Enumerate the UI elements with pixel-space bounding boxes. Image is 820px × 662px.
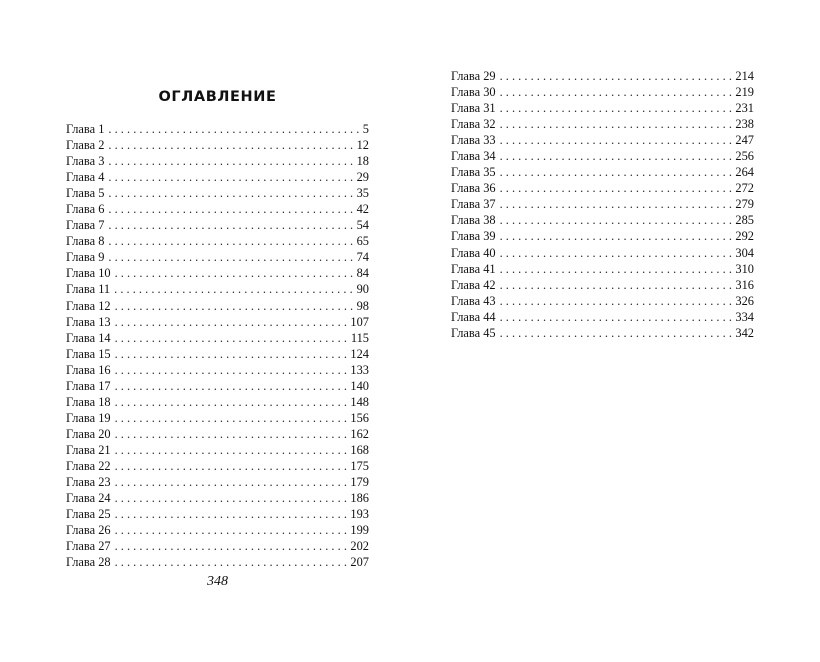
chapter-page-number: 285	[735, 213, 754, 228]
chapter-label: Глава 29	[451, 69, 496, 83]
chapter-label: Глава 1	[66, 122, 105, 136]
toc-entry	[451, 100, 754, 116]
chapter-page-number: 264	[735, 165, 754, 180]
chapter-page-number: 140	[350, 378, 369, 393]
chapter-page-number: 219	[735, 85, 754, 100]
chapter-label: Глава 18	[66, 394, 111, 409]
toc-entry	[451, 180, 754, 196]
toc-entry	[451, 277, 754, 293]
toc-entry	[66, 378, 369, 394]
toc-entry	[66, 490, 369, 506]
dot-leader	[115, 265, 356, 281]
chapter-page-number: 238	[735, 117, 754, 132]
chapter-page-number: 247	[735, 133, 754, 148]
dot-leader	[500, 293, 735, 309]
toc-entry	[451, 196, 754, 212]
dot-leader	[115, 442, 350, 458]
dot-leader	[115, 330, 350, 346]
dot-leader	[500, 164, 735, 180]
toc-title: ОГЛАВЛЕНИЕ	[158, 89, 277, 105]
chapter-page-number: 202	[350, 539, 369, 554]
chapter-label: Глава 43	[451, 293, 496, 308]
toc-list-right	[451, 68, 754, 341]
dot-leader	[115, 298, 356, 314]
chapter-page-number: 115	[350, 330, 369, 345]
dot-leader	[108, 137, 355, 153]
chapter-label: Глава 5	[66, 186, 105, 201]
dot-leader	[500, 84, 735, 100]
chapter-label: Глава 37	[451, 197, 496, 212]
chapter-page-number: 54	[356, 218, 369, 233]
chapter-page-number: 18	[356, 154, 369, 169]
toc-entry	[451, 68, 754, 84]
chapter-page-number: 279	[735, 197, 754, 212]
chapter-label: Глава 21	[66, 442, 111, 457]
chapter-label: Глава 42	[451, 277, 496, 292]
toc-entry	[451, 325, 754, 341]
dot-leader	[108, 217, 355, 233]
dot-leader	[115, 554, 350, 570]
dot-leader	[115, 474, 350, 490]
dot-leader	[500, 132, 735, 148]
chapter-label: Глава 17	[66, 378, 111, 393]
chapter-page-number: 334	[735, 309, 754, 324]
chapter-label: Глава 39	[451, 229, 496, 244]
dot-leader	[500, 277, 735, 293]
chapter-label: Глава 23	[66, 475, 111, 490]
toc-entry	[66, 442, 369, 458]
dot-leader	[500, 261, 735, 277]
dot-leader	[108, 249, 355, 265]
chapter-label: Глава 8	[66, 234, 105, 249]
chapter-label: Глава 20	[66, 426, 111, 441]
chapter-page-number: 65	[356, 234, 369, 249]
dot-leader	[115, 346, 350, 362]
toc-entry	[66, 201, 369, 217]
chapter-page-number: 214	[735, 69, 754, 83]
chapter-label: Глава 10	[66, 266, 111, 281]
dot-leader	[115, 506, 350, 522]
dot-leader	[115, 458, 350, 474]
toc-entry	[451, 132, 754, 148]
chapter-page-number: 316	[735, 277, 754, 292]
toc-entry	[451, 148, 754, 164]
chapter-label: Глава 27	[66, 539, 111, 554]
chapter-page-number: 35	[356, 186, 369, 201]
chapter-label: Глава 13	[66, 314, 111, 329]
dot-leader	[108, 121, 361, 137]
toc-entry	[451, 261, 754, 277]
chapter-page-number: 29	[356, 170, 369, 185]
chapter-page-number: 74	[356, 250, 369, 265]
dot-leader	[500, 228, 735, 244]
dot-leader	[500, 325, 735, 341]
dot-leader	[115, 410, 350, 426]
toc-entry	[66, 281, 369, 297]
chapter-label: Глава 32	[451, 117, 496, 132]
chapter-page-number: 5	[362, 122, 369, 136]
chapter-page-number: 193	[350, 507, 369, 522]
dot-leader	[108, 169, 355, 185]
chapter-page-number: 90	[356, 282, 369, 297]
chapter-label: Глава 35	[451, 165, 496, 180]
dot-leader	[115, 426, 350, 442]
chapter-label: Глава 4	[66, 170, 105, 185]
chapter-page-number: 199	[350, 523, 369, 538]
toc-entry	[66, 121, 369, 137]
chapter-label: Глава 45	[451, 325, 496, 340]
toc-entry	[66, 522, 369, 538]
chapter-page-number: 98	[356, 298, 369, 313]
chapter-label: Глава 30	[451, 85, 496, 100]
toc-entry	[66, 330, 369, 346]
chapter-page-number: 292	[735, 229, 754, 244]
dot-leader	[115, 490, 350, 506]
chapter-label: Глава 22	[66, 458, 111, 473]
toc-entry	[66, 249, 369, 265]
dot-leader	[108, 233, 355, 249]
toc-entry	[451, 228, 754, 244]
toc-entry	[66, 298, 369, 314]
chapter-page-number: 156	[350, 410, 369, 425]
chapter-label: Глава 9	[66, 250, 105, 265]
chapter-page-number: 84	[356, 266, 369, 281]
dot-leader	[500, 116, 735, 132]
chapter-page-number: 148	[350, 394, 369, 409]
chapter-label: Глава 26	[66, 523, 111, 538]
toc-entry	[66, 314, 369, 330]
dot-leader	[500, 180, 735, 196]
dot-leader	[500, 100, 735, 116]
chapter-page-number: 186	[350, 491, 369, 506]
toc-entry	[66, 506, 369, 522]
toc-entry	[451, 116, 754, 132]
dot-leader	[115, 394, 350, 410]
toc-list-left	[66, 121, 369, 570]
page-number: 348	[207, 574, 228, 589]
toc-entry	[451, 212, 754, 228]
chapter-page-number: 175	[350, 458, 369, 473]
dot-leader	[500, 148, 735, 164]
toc-entry	[66, 410, 369, 426]
dot-leader	[108, 201, 355, 217]
toc-entry	[451, 84, 754, 100]
chapter-label: Глава 28	[66, 555, 111, 570]
toc-entry	[66, 137, 369, 153]
toc-entry	[66, 153, 369, 169]
toc-entry	[66, 458, 369, 474]
chapter-label: Глава 11	[66, 282, 111, 297]
toc-entry	[66, 474, 369, 490]
chapter-label: Глава 14	[66, 330, 111, 345]
chapter-page-number: 162	[350, 426, 369, 441]
toc-entry	[66, 538, 369, 554]
toc-entry	[451, 309, 754, 325]
chapter-page-number: 256	[735, 149, 754, 164]
toc-entry	[451, 293, 754, 309]
chapter-page-number: 326	[735, 293, 754, 308]
chapter-label: Глава 34	[451, 149, 496, 164]
chapter-page-number: 168	[350, 442, 369, 457]
chapter-label: Глава 36	[451, 181, 496, 196]
chapter-label: Глава 44	[451, 309, 496, 324]
dot-leader	[500, 196, 735, 212]
chapter-page-number: 207	[350, 555, 369, 570]
chapter-page-number: 12	[356, 138, 369, 153]
chapter-label: Глава 15	[66, 346, 111, 361]
dot-leader	[115, 378, 350, 394]
toc-entry	[66, 233, 369, 249]
chapter-label: Глава 12	[66, 298, 111, 313]
chapter-label: Глава 19	[66, 410, 111, 425]
chapter-label: Глава 41	[451, 261, 496, 276]
dot-leader	[115, 522, 350, 538]
chapter-label: Глава 33	[451, 133, 496, 148]
toc-entry	[66, 265, 369, 281]
dot-leader	[500, 309, 735, 325]
dot-leader	[114, 281, 355, 297]
chapter-label: Глава 7	[66, 218, 105, 233]
chapter-page-number: 304	[735, 245, 754, 260]
toc-entry	[66, 346, 369, 362]
toc-entry	[451, 164, 754, 180]
toc-entry	[66, 426, 369, 442]
chapter-label: Глава 2	[66, 138, 105, 153]
chapter-page-number: 133	[350, 362, 369, 377]
dot-leader	[500, 68, 735, 84]
chapter-label: Глава 6	[66, 202, 105, 217]
chapter-label: Глава 31	[451, 101, 496, 116]
dot-leader	[108, 153, 355, 169]
chapter-label: Глава 38	[451, 213, 496, 228]
chapter-page-number: 42	[356, 202, 369, 217]
toc-entry	[66, 554, 369, 570]
chapter-label: Глава 3	[66, 154, 105, 169]
chapter-page-number: 231	[735, 101, 754, 116]
toc-entry	[66, 394, 369, 410]
chapter-page-number: 107	[350, 314, 369, 329]
dot-leader	[115, 362, 350, 378]
toc-entry	[451, 245, 754, 261]
chapter-page-number: 272	[735, 181, 754, 196]
chapter-page-number: 179	[350, 475, 369, 490]
toc-entry	[66, 169, 369, 185]
dot-leader	[500, 245, 735, 261]
toc-entry	[66, 362, 369, 378]
dot-leader	[115, 314, 350, 330]
dot-leader	[500, 212, 735, 228]
toc-entry	[66, 185, 369, 201]
chapter-page-number: 124	[350, 346, 369, 361]
chapter-page-number: 310	[735, 261, 754, 276]
chapter-label: Глава 40	[451, 245, 496, 260]
chapter-label: Глава 25	[66, 507, 111, 522]
chapter-page-number: 342	[735, 325, 754, 340]
chapter-label: Глава 24	[66, 491, 111, 506]
toc-entry	[66, 217, 369, 233]
dot-leader	[108, 185, 355, 201]
dot-leader	[115, 538, 350, 554]
chapter-label: Глава 16	[66, 362, 111, 377]
